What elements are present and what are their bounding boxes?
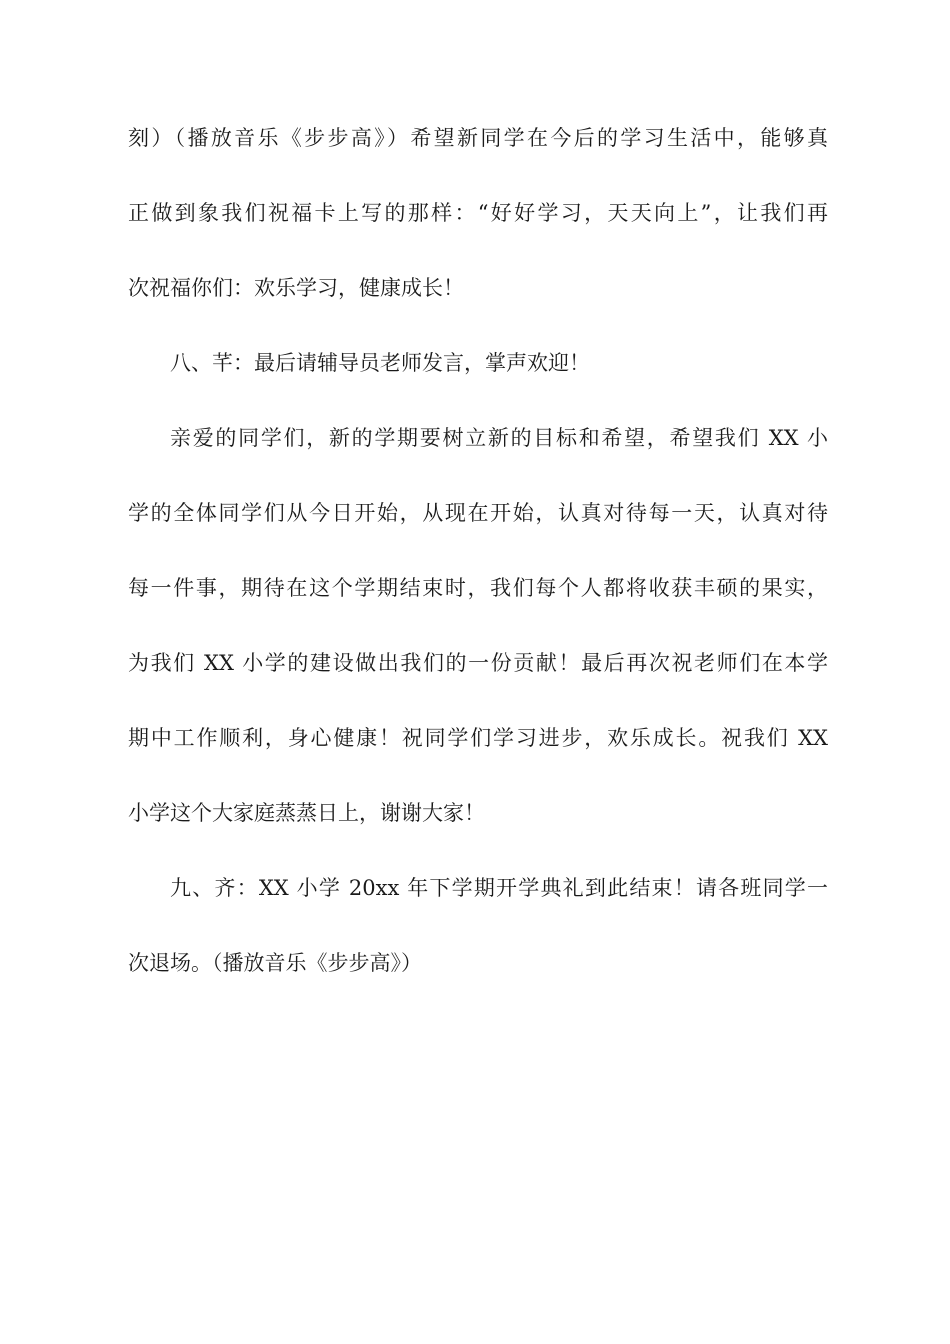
paragraph-line: 每一件事，期待在这个学期结束时，我们每个人都将收获丰硕的果实， <box>128 576 828 600</box>
paragraph-line: 学的全体同学们从今日开始，从现在开始，认真对待每一天，认真对待 <box>128 501 828 525</box>
paragraph-line: 正做到象我们祝福卡上写的那样：“好好学习，天天向上”，让我们再 <box>128 201 828 225</box>
paragraph-line: 八、芊：最后请辅导员老师发言，掌声欢迎！ <box>170 351 590 375</box>
paragraph-line: 次退场。（播放音乐《步步高》） <box>128 951 422 975</box>
paragraph-line: 刻）（播放音乐《步步高》）希望新同学在今后的学习生活中，能够真 <box>128 126 828 150</box>
paragraph-line: 小学这个大家庭蒸蒸日上，谢谢大家！ <box>128 801 485 825</box>
paragraph-line: 次祝福你们：欢乐学习，健康成长！ <box>128 276 464 300</box>
paragraph-line: 亲爱的同学们，新的学期要树立新的目标和希望，希望我们 XX 小 <box>170 426 828 450</box>
paragraph-line: 九、齐：XX 小学 20xx 年下学期开学典礼到此结束！请各班同学一 <box>170 876 828 900</box>
paragraph-line: 期中工作顺利，身心健康！祝同学们学习进步，欢乐成长。祝我们 XX <box>128 726 828 750</box>
document-body <box>128 116 828 1016</box>
paragraph-line: 为我们 XX 小学的建设做出我们的一份贡献！最后再次祝老师们在本学 <box>128 651 828 675</box>
